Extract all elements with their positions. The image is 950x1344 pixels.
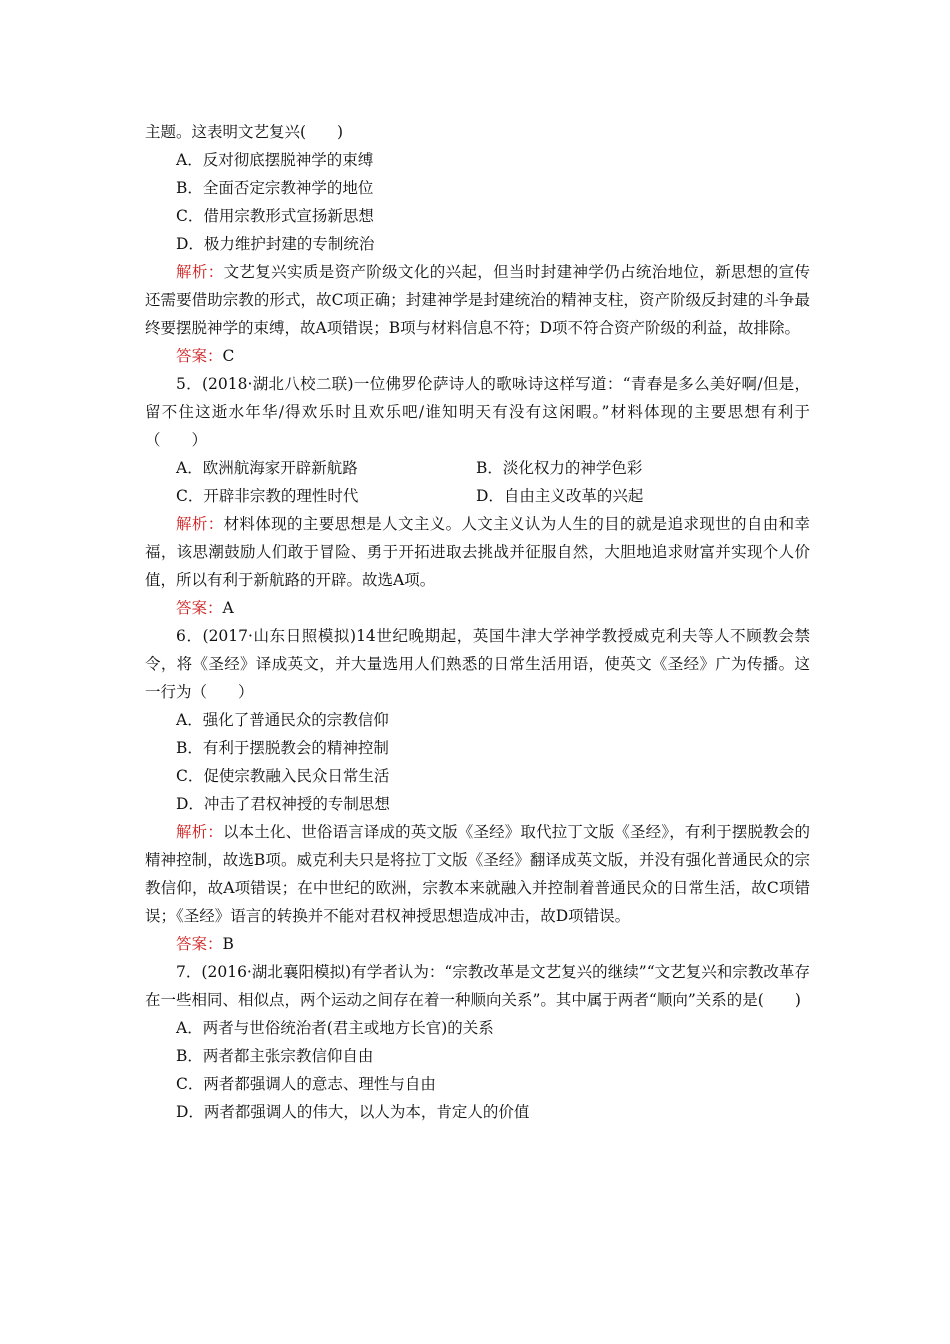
q5-options-row-2 (145, 482, 810, 510)
q6-answer-value: B (222, 935, 234, 953)
q6-option-b: B．有利于摆脱教会的精神控制 (176, 739, 389, 757)
q7-stem: 7．(2016·湖北襄阳模拟)有学者认为：“宗教改革是文艺复兴的继续”“文艺复兴和宗教改革存在一些相同、相似点，两个运动之间存在着一种顺向关系”。其中属于两者“顺向”关系的是( ) (145, 963, 810, 1009)
q4-option-a: A．反对彻底摆脱神学的束缚 (176, 151, 374, 169)
q5-options-row-1 (145, 454, 810, 482)
q4-analysis (145, 258, 810, 342)
q5-analysis (145, 510, 810, 594)
q7-option-a: A．两者与世俗统治者(君主或地方长官)的关系 (176, 1019, 494, 1037)
q5-option-c: C．开辟非宗教的理性时代 (176, 487, 359, 505)
q6-stem: 6．(2017·山东日照模拟)14世纪晚期起，英国牛津大学神学教授威克利夫等人不顾教会禁令，将《圣经》译成英文，并大量选用人们熟悉的日常生活用语，使英文《圣经》广为传播。这一行为（ ） (145, 627, 810, 701)
q6-option-c: C．促使宗教融入民众日常生活 (176, 767, 390, 785)
q4-option-c: C．借用宗教形式宣扬新思想 (176, 207, 374, 225)
q5-stem: 5．(2018·湖北八校二联)一位佛罗伦萨诗人的歌咏诗这样写道：“青春是多么美好啊/但是，留不住这逝水年华/得欢乐时且欢乐吧/谁知明天有没有这闲暇。”材料体现的主要思想有利于（ ） (145, 375, 810, 449)
q5-option-b: B．淡化权力的神学色彩 (476, 459, 643, 477)
q4-stem-tail: 主题。这表明文艺复兴( ) (145, 123, 344, 141)
q4-answer-label: 答案： (176, 347, 223, 365)
q4-answer-value: C (222, 347, 235, 365)
q6-option-d: D．冲击了君权神授的专制思想 (176, 795, 390, 813)
q4-option-d: D．极力维护封建的专制统治 (176, 235, 375, 253)
q5-option-a: A．欧洲航海家开辟新航路 (176, 459, 358, 477)
document-body (145, 118, 810, 1126)
q5-answer-value: A (222, 599, 234, 617)
q6-option-a: A．强化了普通民众的宗教信仰 (176, 711, 389, 729)
q5-answer (145, 594, 810, 622)
q6-answer-label: 答案： (176, 935, 223, 953)
q6-analysis-label: 解析： (176, 823, 223, 841)
q7-option-c: C．两者都强调人的意志、理性与自由 (176, 1075, 436, 1093)
q4-analysis-text: 文艺复兴实质是资产阶级文化的兴起，但当时封建神学仍占统治地位，新思想的宣传还需要借助宗教的形式，故C项正确；封建神学是封建统治的精神支柱，资产阶级反封建的斗争最终要摆脱神学的束缚，故A项错误；B项与材料信息不符；D项不符合资产阶级的利益，故排除。 (145, 263, 810, 337)
q5-option-d: D．自由主义改革的兴起 (476, 487, 644, 505)
q6-answer (145, 930, 810, 958)
q6-analysis (145, 818, 810, 930)
q6-analysis-text: 以本土化、世俗语言译成的英文版《圣经》取代拉丁文版《圣经》，有利于摆脱教会的精神控制，故选B项。威克利夫只是将拉丁文版《圣经》翻译成英文版，并没有强化普通民众的宗教信仰，故A项错误；在中世纪的欧洲，宗教本来就融入并控制着普通民众的日常生活，故C项错误；《圣经》语言的转换并不能对君权神授思想造成冲击，故D项错误。 (145, 823, 810, 925)
q5-analysis-label: 解析： (176, 515, 224, 533)
q7-option-b: B．两者都主张宗教信仰自由 (176, 1047, 374, 1065)
q4-analysis-label: 解析： (176, 263, 224, 281)
q4-answer (145, 342, 810, 370)
q5-analysis-text: 材料体现的主要思想是人文主义。人文主义认为人生的目的就是追求现世的自由和幸福，该思潮鼓励人们敢于冒险、勇于开拓进取去挑战并征服自然，大胆地追求财富并实现个人价值，所以有利于新航路的开辟。故选A项。 (145, 515, 810, 589)
q7-option-d: D．两者都强调人的伟大，以人为本，肯定人的价值 (176, 1103, 530, 1121)
q5-answer-label: 答案： (176, 599, 223, 617)
q4-option-b: B．全面否定宗教神学的地位 (176, 179, 374, 197)
